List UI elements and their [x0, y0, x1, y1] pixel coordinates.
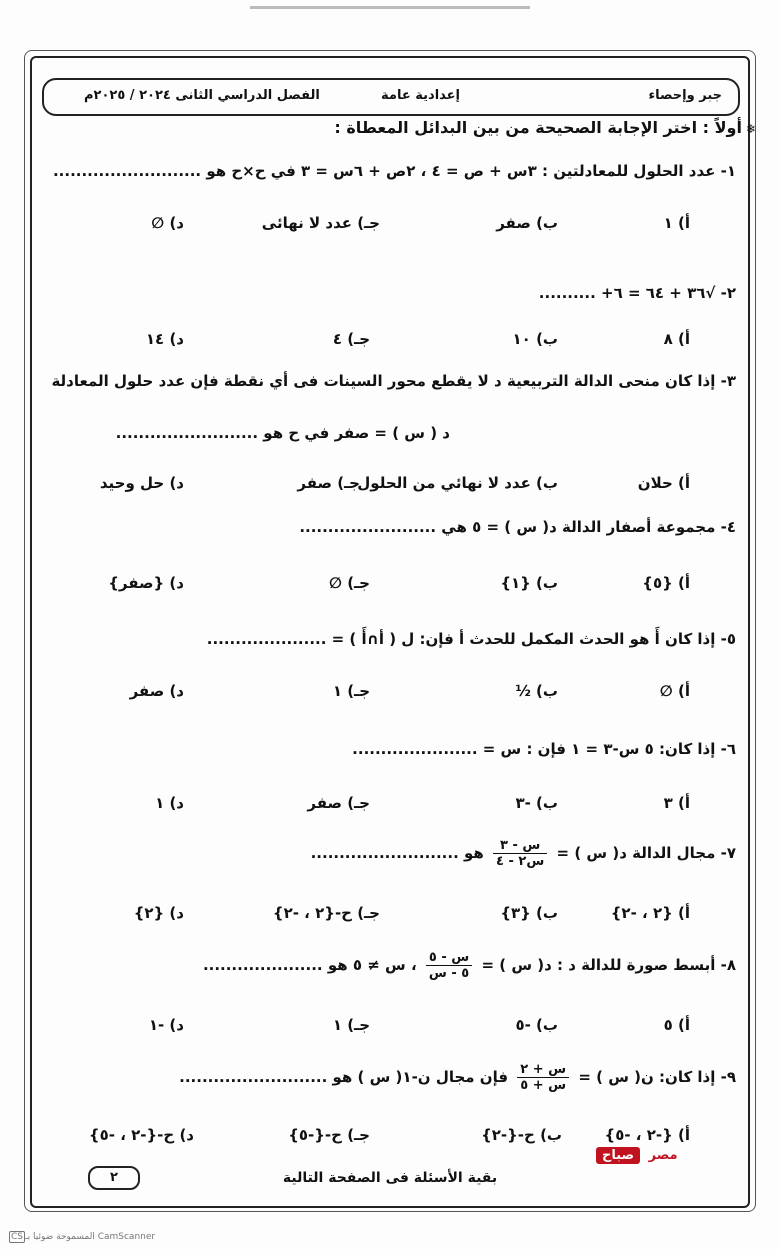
q7-fraction [493, 838, 547, 869]
watermark-part-1: صباح [596, 1147, 640, 1164]
q2-option-d: د) ١٤ [145, 330, 184, 348]
q4-option-a: أ) {٥} [642, 574, 690, 592]
q8-numerator: س - ٥ [426, 950, 472, 966]
q7-option-b: ب) {٣} [500, 904, 558, 922]
q3-option-a: أ) حلان [637, 474, 690, 492]
q6-option-c: جـ) صفر [307, 794, 370, 812]
q7-text: ٧- مجال الدالة د( س ) = [556, 844, 736, 862]
question-9 [179, 1062, 736, 1093]
q8-text: ٨- أبسط صورة للدالة د : د( س ) = [481, 956, 736, 974]
q6-option-d: د) ١ [155, 794, 184, 812]
snowflake-icon: ❄ [745, 122, 756, 136]
site-watermark-logo [596, 1148, 678, 1163]
q1-option-c: جـ) عدد لا نهائى [261, 214, 380, 232]
header-term: الفصل الدراسي الثانى ٢٠٢٤ / ٢٠٢٥م [84, 88, 320, 103]
q1-option-b: ب) صفر [496, 214, 558, 232]
q9-text: ٩- إذا كان: ن( س ) = [578, 1068, 736, 1086]
q4-option-c: جـ) ∅ [329, 574, 370, 592]
scanner-watermark [6, 1232, 155, 1242]
q8-option-a: أ) ٥ [663, 1016, 690, 1034]
question-8 [203, 950, 736, 981]
q9-option-a: أ) {-٢ ، -٥} [604, 1126, 690, 1144]
question-1: ١- عدد الحلول للمعادلتين : ٣س + ص = ٤ ، ٢ص + ٦س = ٣ في ح×ح هو .......................... [52, 162, 736, 180]
q5-option-b: ب) ½ [515, 682, 558, 700]
question-6: ٦- إذا كان: ٥ س-٣ = ١ فإن : س = ...................... [352, 740, 736, 758]
q7-numerator: س - ٣ [493, 838, 547, 854]
q4-option-d: د) {صفر} [108, 574, 184, 592]
q7-option-d: د) {٢} [133, 904, 184, 922]
q7-option-a: أ) {٢ ، -٢} [610, 904, 690, 922]
q8-option-c: جـ) ١ [332, 1016, 370, 1034]
q9-option-c: جـ) ح-{-٥} [288, 1126, 370, 1144]
q9-option-d: د) ح-{-٢ ، -٥} [88, 1126, 194, 1144]
q7-denominator: س٢ - ٤ [496, 854, 545, 869]
q4-option-b: ب) {١} [500, 574, 558, 592]
q7-option-c: جـ) ح-{٢ ، -٢} [272, 904, 380, 922]
q9-option-b: ب) ح-{-٢} [481, 1126, 562, 1144]
q9-text-after: فإن مجال ن-١( س ) هو .......................... [179, 1068, 509, 1086]
question-3-line-2: د ( س ) = صفر في ح هو ......................... [115, 424, 450, 442]
question-7 [311, 838, 736, 869]
q5-option-a: أ) ∅ [659, 682, 690, 700]
q6-option-a: أ) ٣ [663, 794, 690, 812]
q8-denominator: ٥ - س [428, 966, 470, 981]
header-subject: جبر وإحصاء [648, 88, 722, 103]
q3-option-d: د) حل وحيد [99, 474, 184, 492]
q8-fraction [426, 950, 472, 981]
q2-option-b: ب) ١٠ [512, 330, 558, 348]
q2-option-c: جـ) ٤ [332, 330, 370, 348]
q9-fraction [517, 1062, 569, 1093]
q5-option-d: د) صفر [129, 682, 184, 700]
question-3: ٣- إذا كان منحى الدالة التربيعية د لا يقطع محور السينات فى أي نقطة فإن عدد حلول المعادلة [51, 372, 736, 390]
header-grade: إعدادية عامة [381, 88, 460, 103]
q8-option-d: د) -١ [148, 1016, 184, 1034]
exam-header [42, 78, 740, 116]
page-number: ٢ [88, 1166, 140, 1190]
question-4: ٤- مجموعة أصفار الدالة د( س ) = ٥ هي ........................ [299, 518, 736, 536]
q7-text-after: هو .......................... [310, 844, 484, 862]
question-2: ٢- √٣٦ + ٦٤ = ٦+ .......... [538, 284, 736, 302]
q3-option-b: ب) عدد لا نهائي من الحلول [357, 474, 558, 492]
q9-denominator: س + ٥ [520, 1078, 567, 1093]
q1-option-d: د) ∅ [151, 214, 184, 232]
q5-option-c: جـ) ١ [332, 682, 370, 700]
q1-option-a: أ) ١ [663, 214, 690, 232]
q8-text-after: ، س ≠ ٥ هو ..................... [202, 956, 417, 974]
q8-option-b: ب) -٥ [515, 1016, 558, 1034]
footer-continuation-note: بقية الأسئلة فى الصفحة التالية [282, 1170, 498, 1186]
section-title [334, 118, 756, 137]
scan-artifact-line [250, 6, 530, 9]
watermark-part-2: مصر [648, 1148, 678, 1163]
q6-option-b: ب) -٣ [515, 794, 558, 812]
q3-option-c: جـ) صفر [297, 474, 360, 492]
q2-option-a: أ) ٨ [663, 330, 690, 348]
question-5: ٥- إذا كان أَ هو الحدث المكمل للحدث أ فإن: ل ( أ∩أَ ) = ..................... [206, 630, 736, 648]
scanner-label: المسموحة ضوئيا بـ CamScanner [25, 1232, 156, 1242]
q9-numerator: س + ٢ [517, 1062, 569, 1078]
section-title-text: أولاً : اختر الإجابة الصحيحة من بين البدائل المعطاة : [334, 118, 742, 137]
camscanner-icon: CS [11, 1232, 23, 1242]
